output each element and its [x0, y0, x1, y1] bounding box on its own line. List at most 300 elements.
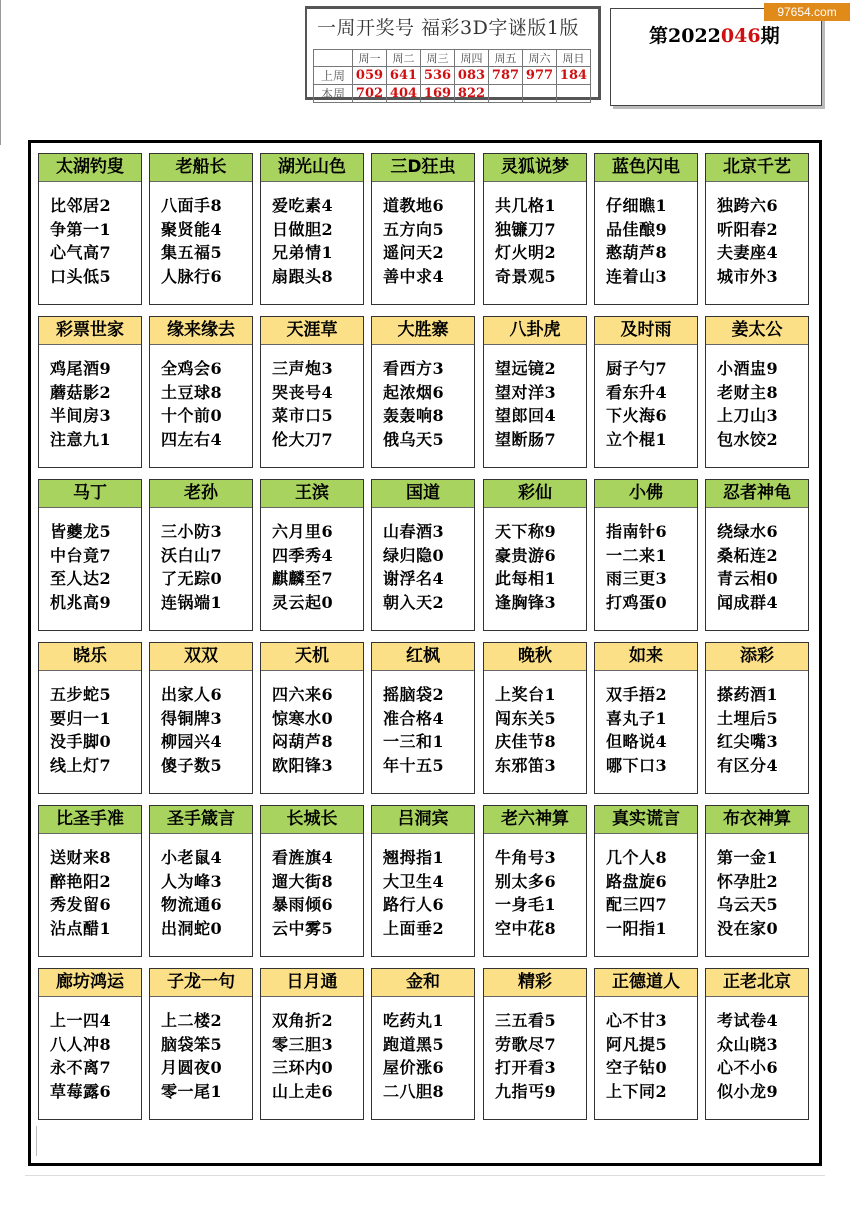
- draw-number: [489, 85, 523, 103]
- issue-prefix: 第2022: [649, 25, 721, 47]
- riddle-line: 八面手8: [161, 196, 223, 215]
- riddle-cell: [149, 968, 253, 1120]
- day-label: 周五: [489, 50, 523, 67]
- riddle-line: 雨三更3: [606, 569, 668, 588]
- riddle-line: 绿归隐0: [383, 545, 445, 565]
- riddle-cell-title: 圣手箴言: [150, 806, 252, 834]
- riddle-line: 皆夔龙5: [50, 522, 112, 541]
- riddle-line: 秀发留6: [50, 895, 112, 914]
- riddle-cell: [594, 316, 698, 468]
- riddle-line: 出洞蛇0: [161, 918, 223, 938]
- riddle-line: 空中花8: [495, 918, 557, 938]
- riddle-line: 云中雾5: [272, 918, 334, 938]
- riddle-cell-title: 姜太公: [706, 317, 808, 345]
- riddle-cell: [260, 316, 364, 468]
- draw-corner: [314, 50, 353, 67]
- riddle-line: 似小龙9: [717, 1081, 779, 1101]
- riddle-line: 聚贤能4: [161, 219, 223, 239]
- riddle-cell-title: 晚秋: [484, 643, 586, 671]
- riddle-line: 六月里6: [272, 522, 334, 541]
- draw-number: 977: [523, 67, 557, 85]
- riddle-lines: [606, 846, 667, 940]
- riddle-line: 扇跟头8: [272, 266, 334, 286]
- riddle-line: 夫妻座4: [717, 243, 779, 262]
- issue-number: [649, 21, 780, 48]
- riddle-lines: [50, 520, 111, 614]
- riddle-cell: [260, 153, 364, 305]
- riddle-cell-title: 小佛: [595, 480, 697, 508]
- riddle-line: 菜市口5: [272, 406, 334, 425]
- riddle-line: 看旌旗4: [272, 848, 334, 867]
- riddle-line: 没在家0: [717, 918, 779, 938]
- riddle-cell: [149, 805, 253, 957]
- riddle-line: 比邻居2: [50, 196, 112, 215]
- riddle-line: 逢胸锋3: [495, 592, 557, 612]
- riddle-line: 口头低5: [50, 266, 112, 286]
- riddle-line: 几个人8: [606, 848, 668, 867]
- riddle-cell: [260, 805, 364, 957]
- riddle-lines: [161, 194, 222, 288]
- riddle-line: 此每相1: [495, 569, 557, 588]
- riddle-cell-title: 八卦虎: [484, 317, 586, 345]
- riddle-line: 得铜牌3: [161, 708, 223, 728]
- riddle-line: 沃白山7: [161, 545, 223, 565]
- riddle-line: 厨子勺7: [606, 359, 668, 378]
- day-label: 周四: [455, 50, 489, 67]
- riddle-cell-title: 老孙: [150, 480, 252, 508]
- riddle-line: 翘拇指1: [383, 848, 445, 867]
- riddle-cell-title: 天涯草: [261, 317, 363, 345]
- day-label: 周六: [523, 50, 557, 67]
- riddle-line: 劳歌尽7: [495, 1034, 557, 1054]
- riddle-cell-title: 廊坊鸿运: [39, 969, 141, 997]
- riddle-line: 路行人6: [383, 895, 445, 914]
- riddle-line: 一三和1: [383, 732, 445, 751]
- riddle-line: 灵云起0: [272, 592, 334, 612]
- riddle-line: 上一四4: [50, 1011, 112, 1030]
- row-label: 本周: [314, 85, 353, 103]
- riddle-lines: [717, 683, 778, 777]
- riddle-line: 谢浮名4: [383, 569, 445, 588]
- day-label: 周日: [557, 50, 591, 67]
- riddle-line: 乌云天5: [717, 895, 779, 914]
- riddle-cell: [483, 153, 587, 305]
- riddle-line: 欧阳锋3: [272, 755, 334, 775]
- riddle-lines: [272, 1009, 333, 1103]
- riddle-line: 众山晓3: [717, 1034, 779, 1054]
- riddle-lines: [495, 520, 556, 614]
- riddle-lines: [495, 683, 556, 777]
- riddle-line: 哪下口3: [606, 755, 668, 775]
- left-border-line: [0, 0, 3, 145]
- riddle-cell-title: 三D狂虫: [372, 154, 474, 182]
- riddle-line: 别太多6: [495, 871, 557, 891]
- riddle-line: 零三胆3: [272, 1034, 334, 1054]
- riddle-line: 月圆夜0: [161, 1058, 223, 1077]
- riddle-lines: [272, 683, 333, 777]
- riddle-line: 醉艳阳2: [50, 871, 112, 891]
- riddle-line: 绕绿水6: [717, 522, 779, 541]
- riddle-line: 送财来8: [50, 848, 112, 867]
- riddle-line: 老财主8: [717, 382, 779, 402]
- riddle-line: 三五看5: [495, 1011, 557, 1030]
- riddle-cell: [149, 153, 253, 305]
- riddle-line: 起浓烟6: [383, 382, 445, 402]
- riddle-line: 有区分4: [717, 755, 779, 775]
- riddle-cell: [38, 968, 142, 1120]
- riddle-cell: [371, 968, 475, 1120]
- riddle-line: 跑道黑5: [383, 1034, 445, 1054]
- riddle-line: 小酒盅9: [717, 359, 779, 378]
- riddle-lines: [717, 357, 778, 451]
- riddle-cell: [38, 479, 142, 631]
- riddle-lines: [495, 194, 556, 288]
- riddle-line: 朝入天2: [383, 592, 445, 612]
- draw-table: [313, 49, 591, 103]
- riddle-cell-title: 吕洞宾: [372, 806, 474, 834]
- riddle-lines: [161, 357, 222, 451]
- riddle-line: 没手脚0: [50, 732, 112, 751]
- riddle-line: 考试卷4: [717, 1011, 779, 1030]
- riddle-line: 一二来1: [606, 545, 668, 565]
- riddle-lines: [606, 194, 667, 288]
- riddle-line: 心不甘3: [606, 1011, 668, 1030]
- riddle-line: 憨葫芦8: [606, 243, 668, 262]
- riddle-line: 听阳春2: [717, 219, 779, 239]
- riddle-lines: [383, 357, 444, 451]
- riddle-line: 草莓露6: [50, 1081, 112, 1101]
- riddle-line: 上下同2: [606, 1081, 668, 1101]
- riddle-line: 五步蛇5: [50, 685, 112, 704]
- riddle-line: 日做胆2: [272, 219, 334, 239]
- riddle-cell-title: 太湖钓叟: [39, 154, 141, 182]
- riddle-cell-title: 缘来缘去: [150, 317, 252, 345]
- riddle-cell: [594, 642, 698, 794]
- riddle-cell: [38, 805, 142, 957]
- riddle-line: 豪贵游6: [495, 545, 557, 565]
- riddle-cell: [149, 479, 253, 631]
- riddle-line: 遥问天2: [383, 243, 445, 262]
- riddle-lines: [161, 683, 222, 777]
- riddle-cell-title: 添彩: [706, 643, 808, 671]
- riddle-cell-title: 马丁: [39, 480, 141, 508]
- riddle-cell-title: 双双: [150, 643, 252, 671]
- riddle-cell: [705, 316, 809, 468]
- riddle-cell-title: 红枫: [372, 643, 474, 671]
- riddle-cell: [38, 316, 142, 468]
- draw-number: 059: [353, 67, 387, 85]
- riddle-lines: [272, 520, 333, 614]
- riddle-line: 红尖嘴3: [717, 732, 779, 751]
- draw-number: 641: [387, 67, 421, 85]
- riddle-cell: [705, 642, 809, 794]
- riddle-line: 一身毛1: [495, 895, 557, 914]
- riddle-line: 八人冲8: [50, 1034, 112, 1054]
- riddle-cell: [594, 805, 698, 957]
- site-watermark[interactable]: 97654.com: [764, 3, 850, 21]
- riddle-line: 看东升4: [606, 382, 668, 402]
- riddle-cell: [149, 642, 253, 794]
- day-label: 周二: [387, 50, 421, 67]
- riddle-lines: [161, 846, 222, 940]
- riddle-line: 傻子数5: [161, 755, 223, 775]
- day-label: 周三: [421, 50, 455, 67]
- riddle-line: 年十五5: [383, 755, 445, 775]
- riddle-line: 爱吃素4: [272, 196, 334, 215]
- riddle-line: 闷葫芦8: [272, 732, 334, 751]
- riddle-line: 独跨六6: [717, 196, 779, 215]
- riddle-line: 山春酒3: [383, 522, 445, 541]
- riddle-lines: [495, 357, 556, 451]
- riddle-line: 看西方3: [383, 359, 445, 378]
- riddle-cell-title: 王滨: [261, 480, 363, 508]
- riddle-lines: [383, 683, 444, 777]
- riddle-line: 仔细瞧1: [606, 196, 668, 215]
- riddle-line: 望远镜2: [495, 359, 557, 378]
- riddle-line: 上二楼2: [161, 1011, 223, 1030]
- riddle-cell-title: 彩仙: [484, 480, 586, 508]
- riddle-line: 兄弟情1: [272, 243, 334, 262]
- riddle-lines: [606, 683, 667, 777]
- issue-suffix: 期: [760, 25, 780, 47]
- riddle-cell-title: 日月通: [261, 969, 363, 997]
- draw-number: 404: [387, 85, 421, 103]
- riddle-cell: [149, 316, 253, 468]
- riddle-lines: [717, 846, 778, 940]
- riddle-line: 集五福5: [161, 243, 223, 262]
- riddle-cell-title: 如来: [595, 643, 697, 671]
- riddle-line: 哭丧号4: [272, 382, 334, 402]
- riddle-line: 永不离7: [50, 1058, 112, 1077]
- riddle-line: 蘑菇影2: [50, 382, 112, 402]
- riddle-line: 共几格1: [495, 196, 557, 215]
- riddle-line: 闻成群4: [717, 592, 779, 612]
- riddle-line: 暴雨倾6: [272, 895, 334, 914]
- riddle-line: 惊寒水0: [272, 708, 334, 728]
- riddle-line: 望断肠7: [495, 429, 557, 449]
- riddle-line: 了无踪0: [161, 569, 223, 588]
- riddle-cell-title: 湖光山色: [261, 154, 363, 182]
- riddle-line: 双手捂2: [606, 685, 668, 704]
- riddle-lines: [161, 520, 222, 614]
- riddle-line: 怀孕肚2: [717, 871, 779, 891]
- riddle-cell-title: 正德道人: [595, 969, 697, 997]
- riddle-lines: [383, 520, 444, 614]
- riddle-lines: [717, 520, 778, 614]
- riddle-line: 十个前0: [161, 406, 223, 425]
- riddle-cell-title: 大胜寨: [372, 317, 474, 345]
- riddle-lines: [50, 194, 111, 288]
- bottom-mark: [36, 1126, 38, 1156]
- draw-number: [523, 85, 557, 103]
- riddle-cell: [371, 153, 475, 305]
- riddle-line: 土豆球8: [161, 382, 223, 402]
- riddle-cell-title: 老船长: [150, 154, 252, 182]
- riddle-line: 小老鼠4: [161, 848, 223, 867]
- riddle-cell-title: 蓝色闪电: [595, 154, 697, 182]
- riddle-line: 机兆高9: [50, 592, 112, 612]
- riddle-line: 五方向5: [383, 219, 445, 239]
- draw-number: 184: [557, 67, 591, 85]
- riddle-cell-title: 真实谎言: [595, 806, 697, 834]
- riddle-lines: [50, 1009, 111, 1103]
- riddle-cell: [705, 805, 809, 957]
- riddle-line: 三声炮3: [272, 359, 334, 378]
- riddle-lines: [606, 1009, 667, 1103]
- riddle-cell: [483, 316, 587, 468]
- riddle-lines: [272, 846, 333, 940]
- riddle-line: 四六来6: [272, 685, 334, 704]
- riddle-line: 人为峰3: [161, 871, 223, 891]
- draw-days-row: [314, 50, 591, 67]
- day-label: 周一: [353, 50, 387, 67]
- riddle-cell: [705, 968, 809, 1120]
- riddle-cell-title: 子龙一句: [150, 969, 252, 997]
- riddle-lines: [495, 1009, 556, 1103]
- riddle-line: 望郎回4: [495, 406, 557, 425]
- riddle-cell-title: 精彩: [484, 969, 586, 997]
- riddle-line: 打鸡蛋0: [606, 592, 668, 612]
- riddle-lines: [383, 846, 444, 940]
- riddle-line: 空子钻0: [606, 1058, 668, 1077]
- riddle-lines: [50, 846, 111, 940]
- riddle-cell-title: 金和: [372, 969, 474, 997]
- riddle-line: 九指丐9: [495, 1081, 557, 1101]
- draw-number: 536: [421, 67, 455, 85]
- riddle-line: 二八胆8: [383, 1081, 445, 1101]
- riddle-cell: [371, 642, 475, 794]
- riddle-line: 三环内0: [272, 1058, 334, 1077]
- riddle-cell: [483, 479, 587, 631]
- draw-number: [557, 85, 591, 103]
- riddle-line: 吃药丸1: [383, 1011, 445, 1030]
- riddle-cell-title: 布衣神算: [706, 806, 808, 834]
- riddle-line: 天下称9: [495, 522, 557, 541]
- riddle-line: 争第一1: [50, 219, 112, 239]
- riddle-lines: [606, 357, 667, 451]
- riddle-lines: [383, 1009, 444, 1103]
- riddle-cell-title: 彩票世家: [39, 317, 141, 345]
- riddle-line: 摇脑袋2: [383, 685, 445, 704]
- issue-panel: [610, 8, 822, 106]
- riddle-cell-title: 北京千艺: [706, 154, 808, 182]
- riddle-line: 四左右4: [161, 429, 223, 449]
- riddle-line: 连着山3: [606, 266, 668, 286]
- riddle-cell: [483, 968, 587, 1120]
- riddle-line: 立个棍1: [606, 429, 668, 449]
- riddle-cell-title: 及时雨: [595, 317, 697, 345]
- riddle-cell: [260, 642, 364, 794]
- riddle-line: 全鸡会6: [161, 359, 223, 378]
- this-week-row: [314, 85, 591, 103]
- riddle-lines: [50, 683, 111, 777]
- riddle-cell: [594, 153, 698, 305]
- riddle-line: 喜丸子1: [606, 708, 668, 728]
- riddle-lines: [606, 520, 667, 614]
- riddle-line: 上面垂2: [383, 918, 445, 938]
- draw-panel-title: 一周开奖号 福彩3D字谜版1版: [317, 17, 579, 39]
- riddle-line: 人脉行6: [161, 266, 223, 286]
- riddle-line: 零一尾1: [161, 1081, 223, 1101]
- riddle-line: 三小防3: [161, 522, 223, 541]
- riddle-line: 望对洋3: [495, 382, 557, 402]
- riddle-line: 轰轰响8: [383, 406, 445, 425]
- riddle-line: 遛大街8: [272, 871, 334, 891]
- riddle-line: 指南针6: [606, 522, 668, 541]
- riddle-line: 注意九1: [50, 429, 112, 449]
- riddle-line: 品佳酿9: [606, 219, 668, 239]
- riddle-line: 要归一1: [50, 708, 112, 728]
- riddle-cell: [371, 479, 475, 631]
- riddle-line: 搽药酒1: [717, 685, 779, 704]
- riddle-cell: [260, 479, 364, 631]
- last-week-row: [314, 67, 591, 85]
- riddle-line: 鸡尾酒9: [50, 359, 112, 378]
- riddle-line: 屋价涨6: [383, 1058, 445, 1077]
- riddle-line: 打开看3: [495, 1058, 557, 1077]
- riddle-lines: [272, 194, 333, 288]
- draw-number: 787: [489, 67, 523, 85]
- riddle-lines: [717, 1009, 778, 1103]
- riddle-grid-frame: [28, 140, 822, 1166]
- draw-number: 702: [353, 85, 387, 103]
- weekly-draw-panel: [305, 6, 601, 100]
- riddle-cell-title: 老六神算: [484, 806, 586, 834]
- riddle-lines: [495, 846, 556, 940]
- riddle-line: 独镰刀7: [495, 219, 557, 239]
- riddle-line: 沾点醋1: [50, 918, 112, 938]
- riddle-cell: [371, 316, 475, 468]
- riddle-line: 土埋后5: [717, 708, 779, 728]
- riddle-lines: [161, 1009, 222, 1103]
- riddle-line: 线上灯7: [50, 755, 112, 775]
- riddle-line: 青云相0: [717, 569, 779, 588]
- riddle-line: 第一金1: [717, 848, 779, 867]
- riddle-cell: [705, 479, 809, 631]
- riddle-line: 牛角号3: [495, 848, 557, 867]
- riddle-line: 奇景观5: [495, 266, 557, 286]
- riddle-lines: [272, 357, 333, 451]
- riddle-line: 上刀山3: [717, 406, 779, 425]
- riddle-cell-title: 比圣手准: [39, 806, 141, 834]
- draw-number: 083: [455, 67, 489, 85]
- riddle-line: 配三四7: [606, 895, 668, 914]
- riddle-line: 半间房3: [50, 406, 112, 425]
- riddle-line: 城市外3: [717, 266, 779, 286]
- riddle-line: 一阳指1: [606, 918, 668, 938]
- riddle-line: 大卫生4: [383, 871, 445, 891]
- riddle-lines: [50, 357, 111, 451]
- riddle-cell: [594, 479, 698, 631]
- riddle-cell-title: 国道: [372, 480, 474, 508]
- bottom-divider: [25, 1175, 825, 1176]
- riddle-line: 柳园兴4: [161, 732, 223, 751]
- riddle-cell: [594, 968, 698, 1120]
- riddle-line: 闯东关5: [495, 708, 557, 728]
- riddle-line: 阿凡提5: [606, 1034, 668, 1054]
- riddle-line: 庆佳节8: [495, 732, 557, 751]
- riddle-line: 灯火明2: [495, 243, 557, 262]
- riddle-line: 物流通6: [161, 895, 223, 914]
- riddle-line: 至人达2: [50, 569, 112, 588]
- riddle-line: 俄乌天5: [383, 429, 445, 449]
- riddle-cell-title: 长城长: [261, 806, 363, 834]
- row-label: 上周: [314, 67, 353, 85]
- draw-number: 169: [421, 85, 455, 103]
- riddle-cell: [705, 153, 809, 305]
- riddle-line: 东邪笛3: [495, 755, 557, 775]
- riddle-line: 麒麟至7: [272, 569, 334, 588]
